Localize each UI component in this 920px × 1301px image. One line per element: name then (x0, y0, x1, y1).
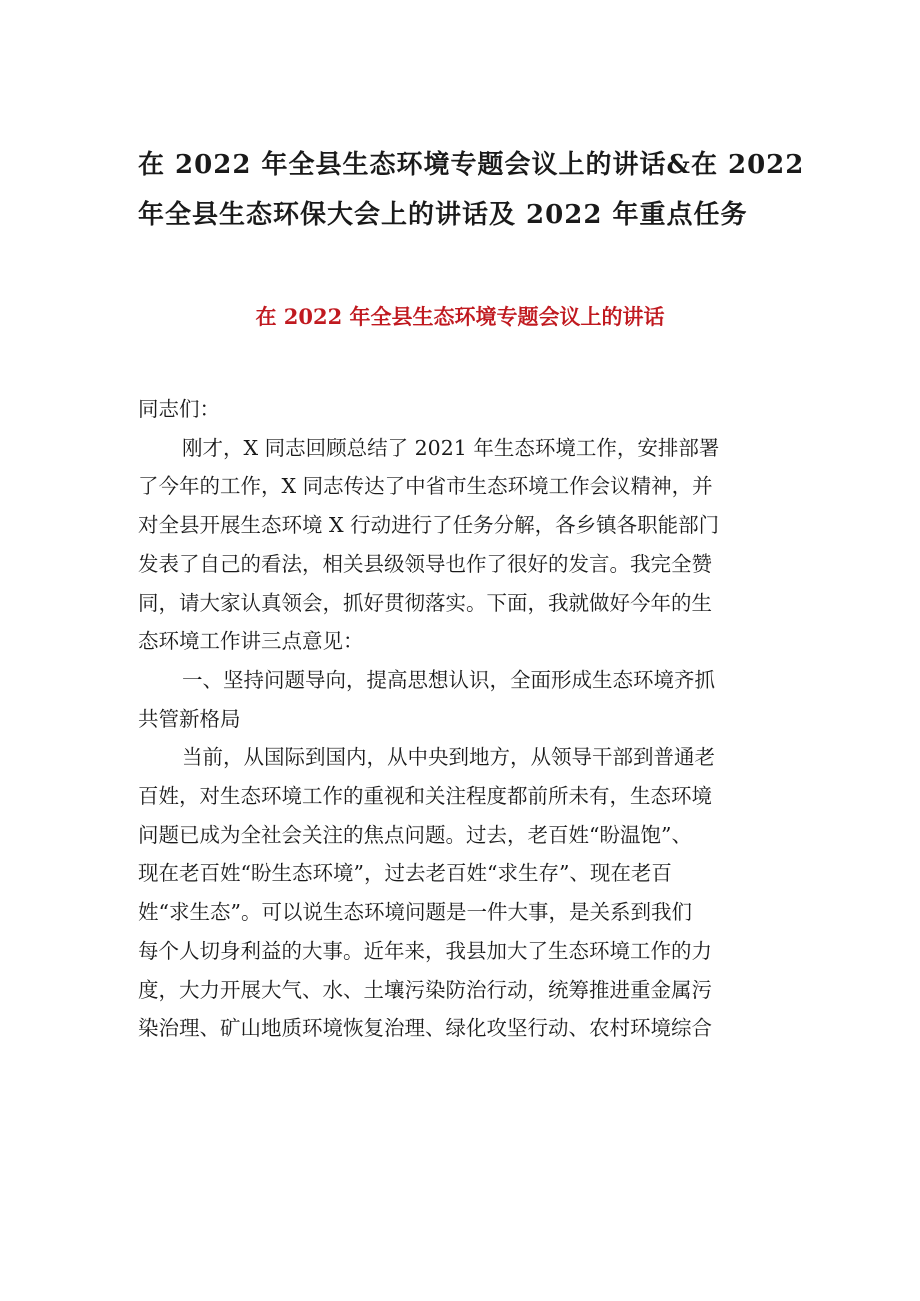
text-line: 每个人切身利益的大事。近年来，我县加大了生态环境工作的力 (138, 938, 712, 963)
title-line: 在 2022 年全县生态环境专题会议上的讲话&在 2022 (138, 150, 805, 180)
paragraph-1 (138, 429, 788, 661)
section-heading-1 (138, 661, 788, 738)
text-line: 一、坚持问题导向，提高思想认识，全面形成生态环境齐抓 (182, 667, 715, 692)
text-line: 发表了自己的看法，相关县级领导也作了很好的发言。我完全赞 (138, 551, 712, 576)
text-line: 百姓，对生态环境工作的重视和关注程度都前所未有，生态环境 (138, 784, 712, 809)
document-title (138, 140, 805, 240)
text-line: 姓“求生态”。可以说生态环境问题是一件大事，是关系到我们 (138, 900, 692, 925)
text-line: 共管新格局 (138, 706, 241, 731)
text-line: 问题已成为全社会关注的焦点问题。过去，老百姓“盼温饱”、 (138, 822, 692, 847)
paragraph-2 (138, 738, 788, 1048)
text-line: 同志们： (138, 397, 220, 421)
text-line: 染治理、矿山地质环境恢复治理、绿化攻坚行动、农村环境综合 (138, 1016, 712, 1041)
salutation (138, 390, 788, 429)
title-line: 年全县生态环保大会上的讲话及 2022 年重点任务 (138, 200, 748, 230)
text-line: 同，请大家认真领会，抓好贯彻落实。下面，我就做好今年的生 (138, 590, 712, 615)
text-line: 度，大力开展大气、水、土壤污染防治行动，统筹推进重金属污 (138, 977, 712, 1002)
text-line: 对全县开展生态环境 X 行动进行了任务分解，各乡镇各职能部门 (138, 513, 720, 538)
text-line: 态环境工作讲三点意见： (138, 629, 364, 654)
text-line: 现在老百姓“盼生态环境”，过去老百姓“求生存”、现在老百 (138, 861, 672, 886)
speech-body (138, 390, 788, 1048)
text-line: 当前，从国际到国内，从中央到地方，从领导干部到普通老 (182, 745, 715, 770)
speech-subtitle: 在 2022 年全县生态环境专题会议上的讲话 (255, 304, 665, 329)
text-line: 了今年的工作，X 同志传达了中省市生态环境工作会议精神，并 (138, 474, 713, 499)
text-line: 刚才，X 同志回顾总结了 2021 年生态环境工作，安排部署 (182, 435, 720, 460)
